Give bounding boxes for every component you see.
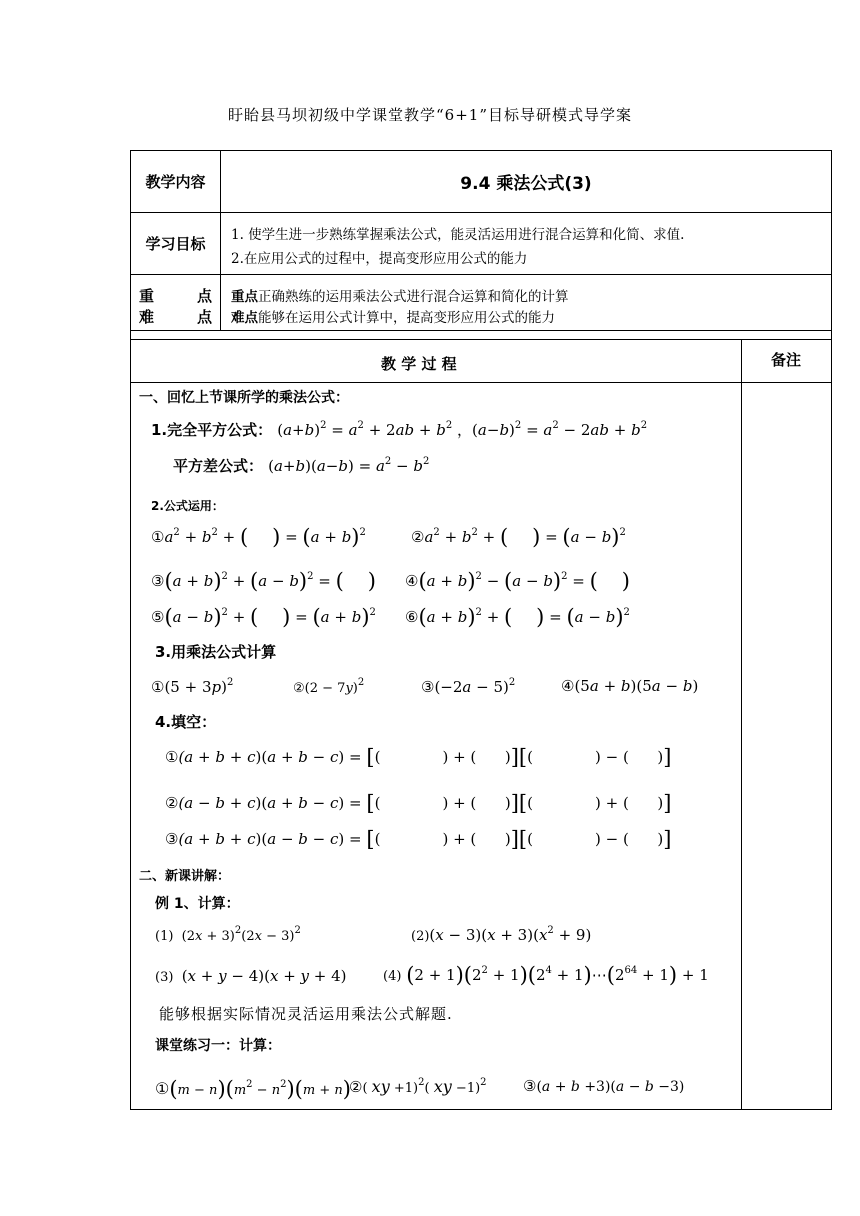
goal-1: 1. 使学生进一步熟练掌握乘法公式，能灵活运用进行混合运算和化简、求值. xyxy=(231,227,685,243)
fill-2: ②(a − b + c)(a + b − c) = [( ) + ( )][( ) + ( )] xyxy=(165,791,672,815)
remark-label: 备注 xyxy=(771,351,802,369)
process-label: 教 学 过 程 xyxy=(381,355,457,373)
example-1-4: (4) $(2 + 1)(2^2 + 1)(2^4$ + $1)\cdots(2^{64} + 1) + 1$ xyxy=(383,963,709,987)
row-goal xyxy=(131,213,831,275)
goal-label: 学习目标 xyxy=(131,213,221,274)
calc-2: ②(2 − 7y)$^2$ xyxy=(293,677,365,696)
example-1-label: 例 1、计算： xyxy=(155,896,240,912)
content-title: 9.4 乘法公式(3) xyxy=(460,174,592,194)
key-label: 重 点 难 点 xyxy=(131,275,221,330)
fill-3: ③(a + b + c)(a − b − c) = [( ) + ( )][( ) − ( )] xyxy=(165,827,672,851)
goal-2: 2.在应用公式的过程中，提高变形应用公式的能力 xyxy=(231,251,528,267)
section-calc: 3.用乘法公式计算 xyxy=(155,643,277,661)
fill-1: ①(a + b + c)(a + b − c) = [( ) + ( )][( ) − ( )] xyxy=(165,745,672,769)
example-1-3: (3) (x + y − 4)(x + y + 4) xyxy=(155,967,347,985)
example-1-2: $(2)(x - 3)(x + 3)(x^2 + 9)$ xyxy=(411,925,592,944)
section-review: 一、回忆上节课所学的乘法公式： xyxy=(139,390,349,406)
remark-column-divider xyxy=(741,339,742,1109)
practice-1: ①(m − $n)(m^2 - n^2)(m + n)$ xyxy=(155,1077,351,1101)
practice-2: ②( xy +1)$^2$( xy −1)$^2$ xyxy=(349,1077,487,1096)
exercise-2: $②a^2 + b^2$ + ( ) = $(a - b)^2$ xyxy=(411,525,626,549)
key-point: 重点正确熟练的运用乘法公式进行混合运算和简化的计算 xyxy=(231,289,569,305)
content-label: 教学内容 xyxy=(131,151,221,212)
formula-square: 1.完全平方公式： $(a+b)^2 = a^2 + 2ab + b^2$ ，$(a-b)^2 = a^2 - 2ab + b^2$ xyxy=(151,420,648,439)
lesson-note: 能够根据实际情况灵活运用乘法公式解题. xyxy=(159,1005,453,1023)
exercise-1: $①a^2 + b^2$ + ( ) = $(a + b)^2$ xyxy=(151,525,366,549)
formula-diff-squares: 平方差公式： $(a+b)(a-b) = a^2 - b^2$ xyxy=(173,456,430,475)
section-fill: 4.填空： xyxy=(155,713,217,731)
exercise-3: ③(a + $b)^2 + (a - b)^2$ = ( ) xyxy=(151,569,376,593)
section-new-lesson: 二、新课讲解： xyxy=(139,869,231,884)
calc-3: ③(−2a − 5)$^2$ xyxy=(421,677,516,696)
page-header: 盱眙县马坝初级中学课堂教学“6+1”目标导研模式导学案 xyxy=(228,106,632,124)
difficult-point: 难点能够在运用公式计算中，提高变形应用公式的能力 xyxy=(231,310,555,326)
exercise-4: ④(a + $b)^2 - (a - b)^2$ = ( ) xyxy=(405,569,630,593)
example-1-1: (1) $(2x + 3)^2(2x - 3)^2$ xyxy=(155,925,301,944)
exercise-6: ⑥(a + b)$^2$ + ( ) = $(a - b)^2$ xyxy=(405,605,630,629)
calc-1: ①(5 + 3p)$^2$ xyxy=(151,677,234,696)
practice-label: 课堂练习一：计算： xyxy=(155,1038,281,1054)
row-key xyxy=(131,275,831,331)
section-formula-use: 2.公式运用： xyxy=(151,499,224,513)
row-process-header xyxy=(131,339,831,383)
lesson-table xyxy=(130,150,832,1110)
practice-3: ③(a + b +3)(a − b −3) xyxy=(523,1077,685,1095)
exercise-5: ⑤(a − b)$^2$ + ( ) = $(a + b)^2$ xyxy=(151,605,376,629)
row-content xyxy=(131,151,831,213)
calc-4: ④(5a + b)(5a − b) xyxy=(561,677,699,695)
